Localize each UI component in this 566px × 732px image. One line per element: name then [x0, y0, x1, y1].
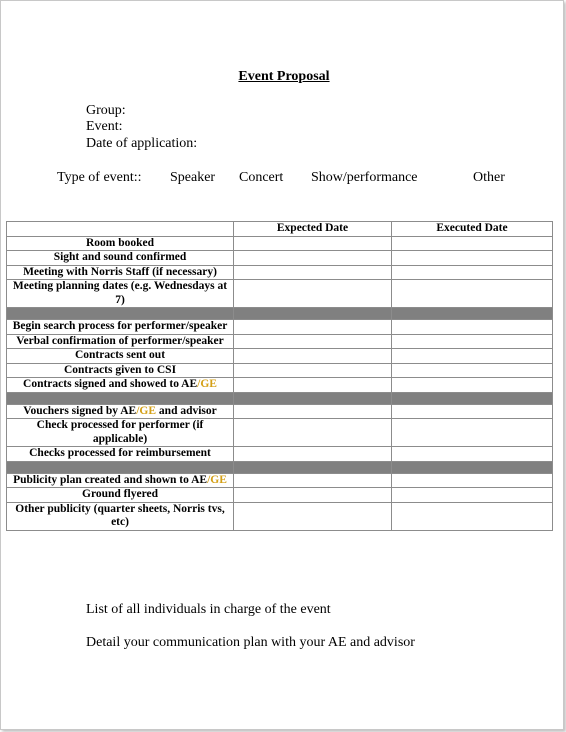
table-row	[7, 236, 553, 251]
executed-date-cell[interactable]	[392, 334, 553, 349]
date-of-application-field: Date of application:	[86, 136, 198, 151]
task-cell: Contracts given to CSI	[7, 363, 234, 378]
task-cell: Contracts sent out	[7, 349, 234, 364]
expected-date-cell[interactable]	[234, 334, 392, 349]
executed-date-cell[interactable]	[392, 473, 553, 488]
task-cell: Vouchers signed by AE/GE and advisor	[7, 404, 234, 419]
communication-plan-line: Detail your communication plan with your AE and advisor	[86, 635, 415, 650]
table-row	[7, 502, 553, 530]
table-row	[7, 349, 553, 364]
expected-date-cell[interactable]	[234, 488, 392, 503]
executed-date-cell[interactable]	[392, 502, 553, 530]
executed-date-cell[interactable]	[392, 404, 553, 419]
executed-date-cell[interactable]	[392, 251, 553, 266]
section-divider-cell	[7, 308, 234, 320]
checklist-table	[6, 221, 553, 531]
executed-date-cell[interactable]	[392, 419, 553, 447]
task-cell: Meeting with Norris Staff (if necessary)	[7, 265, 234, 280]
event-field: Event:	[86, 119, 123, 134]
task-cell: Sight and sound confirmed	[7, 251, 234, 266]
task-cell: Meeting planning dates (e.g. Wednesdays at 7)	[7, 280, 234, 308]
task-cell: Room booked	[7, 236, 234, 251]
table-row	[7, 419, 553, 447]
expected-date-cell[interactable]	[234, 236, 392, 251]
table-row	[7, 447, 553, 462]
section-divider-cell	[392, 308, 553, 320]
header-expected-date: Expected Date	[234, 222, 392, 237]
expected-date-cell[interactable]	[234, 349, 392, 364]
table-row	[7, 404, 553, 419]
executed-date-cell[interactable]	[392, 488, 553, 503]
executed-date-cell[interactable]	[392, 236, 553, 251]
accent-ge-text: /GE	[197, 378, 217, 390]
expected-date-cell[interactable]	[234, 404, 392, 419]
section-divider-cell	[7, 461, 234, 473]
section-divider-row	[7, 392, 553, 404]
table-header-row	[7, 222, 553, 237]
accent-ge-text: /GE	[207, 473, 227, 486]
executed-date-cell[interactable]	[392, 349, 553, 364]
table-row	[7, 473, 553, 488]
task-cell: Check processed for performer (if applicable)	[7, 419, 234, 447]
section-divider-row	[7, 461, 553, 473]
table-row	[7, 378, 553, 393]
executed-date-cell[interactable]	[392, 378, 553, 393]
individuals-in-charge-line: List of all individuals in charge of the event	[86, 602, 331, 617]
executed-date-cell[interactable]	[392, 447, 553, 462]
group-field: Group:	[86, 103, 126, 118]
expected-date-cell[interactable]	[234, 502, 392, 530]
expected-date-cell[interactable]	[234, 251, 392, 266]
section-divider-cell	[7, 392, 234, 404]
expected-date-cell[interactable]	[234, 419, 392, 447]
expected-date-cell[interactable]	[234, 280, 392, 308]
section-divider-cell	[392, 461, 553, 473]
table-row	[7, 251, 553, 266]
document-title: Event Proposal	[238, 69, 330, 84]
section-divider-cell	[392, 392, 553, 404]
table-row	[7, 280, 553, 308]
task-cell: Ground flyered	[7, 488, 234, 503]
task-cell: Other publicity (quarter sheets, Norris tvs, etc)	[7, 502, 234, 530]
task-cell: Verbal confirmation of performer/speaker	[7, 334, 234, 349]
type-option-other: Other	[473, 170, 505, 185]
accent-ge-text: /GE	[136, 404, 157, 417]
expected-date-cell[interactable]	[234, 473, 392, 488]
expected-date-cell[interactable]	[234, 378, 392, 393]
executed-date-cell[interactable]	[392, 320, 553, 335]
executed-date-cell[interactable]	[392, 280, 553, 308]
table-row	[7, 363, 553, 378]
table-row	[7, 488, 553, 503]
expected-date-cell[interactable]	[234, 265, 392, 280]
task-cell: Begin search process for performer/speaker	[7, 320, 234, 335]
table-row	[7, 320, 553, 335]
header-executed-date: Executed Date	[392, 222, 553, 237]
task-cell: Contracts signed and showed to AE/GE	[7, 378, 234, 393]
section-divider-cell	[234, 461, 392, 473]
type-option-speaker: Speaker	[170, 170, 216, 185]
expected-date-cell[interactable]	[234, 447, 392, 462]
header-task	[7, 222, 234, 237]
type-of-event-label: Type of event::	[57, 170, 142, 185]
task-cell: Checks processed for reimbursement	[7, 447, 234, 462]
task-cell: Publicity plan created and shown to AE/GE	[7, 473, 234, 488]
type-option-concert: Concert	[239, 170, 284, 185]
section-divider-row	[7, 308, 553, 320]
table-row	[7, 334, 553, 349]
section-divider-cell	[234, 392, 392, 404]
expected-date-cell[interactable]	[234, 363, 392, 378]
table-row	[7, 265, 553, 280]
executed-date-cell[interactable]	[392, 265, 553, 280]
section-divider-cell	[234, 308, 392, 320]
executed-date-cell[interactable]	[392, 363, 553, 378]
type-option-show-performance: Show/performance	[311, 170, 418, 185]
expected-date-cell[interactable]	[234, 320, 392, 335]
